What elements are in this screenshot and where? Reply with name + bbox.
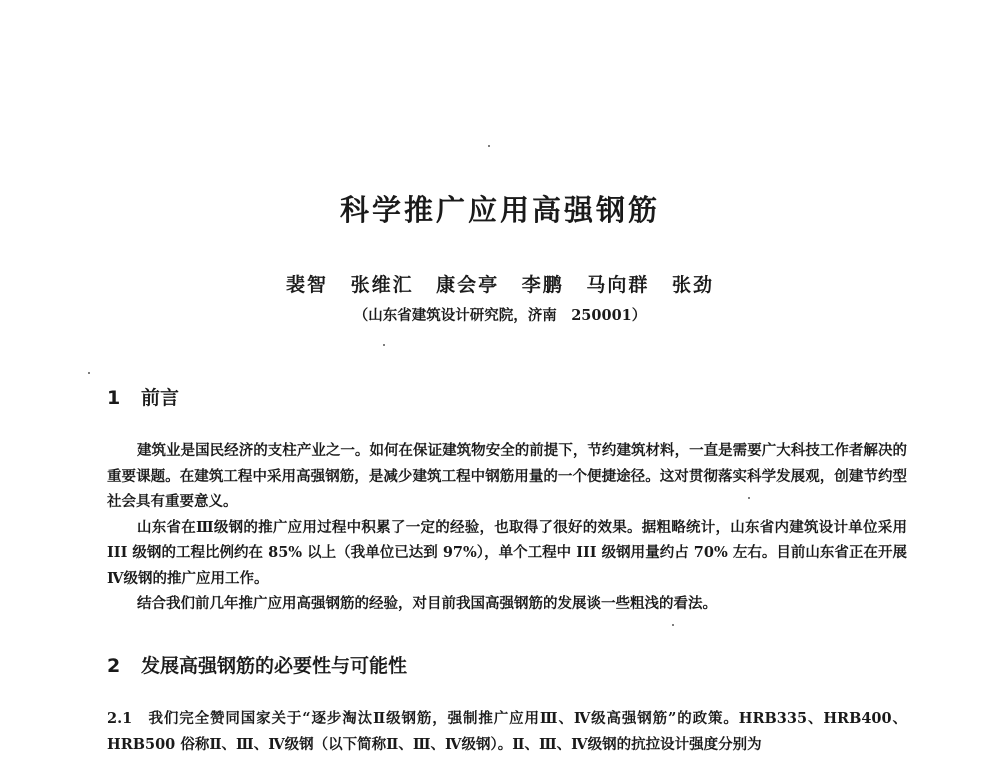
- scan-speck: [488, 145, 490, 147]
- section-heading-intro: [107, 383, 179, 410]
- section-title: 发展高强钢筋的必要性与可能性: [141, 655, 408, 677]
- section-heading-necessity: [107, 651, 407, 678]
- section-title: 前言: [141, 387, 180, 409]
- scan-speck: [383, 344, 385, 346]
- section-body-intro: [107, 438, 907, 617]
- scan-speck: [88, 372, 90, 374]
- paragraph: 结合我们前几年推广应用高强钢筋的经验，对目前我国高强钢筋的发展谈一些粗浅的看法。: [137, 595, 717, 612]
- section-number: 1: [107, 387, 121, 409]
- paragraph: 2.1 我们完全赞同国家关于“逐步淘汰Ⅱ级钢筋，强制推广应用Ⅲ、Ⅳ级高强钢筋”的政策。HRB335、HRB400、HRB500 俗称Ⅱ、Ⅲ、Ⅳ级钢（以下简称Ⅱ、Ⅲ、Ⅳ级钢）。Ⅱ、Ⅲ、Ⅳ级钢的抗拉设计强度分别为: [107, 710, 907, 753]
- section-body-necessity: [107, 706, 907, 757]
- paragraph: 山东省在Ⅲ级钢的推广应用过程中积累了一定的经验，也取得了很好的效果。据粗略统计，山东省内建筑设计单位采用 III 级钢的工程比例约在 85% 以上（我单位已达到 97%），单个工程中 III 级钢用量约占 70% 左右。目前山东省正在开展Ⅳ级钢的推广应用工作。: [107, 518, 907, 587]
- scan-speck: [672, 624, 674, 626]
- scan-speck: [748, 497, 750, 499]
- paper-title: 科学推广应用高强钢筋: [339, 193, 660, 227]
- paragraph: 建筑业是国民经济的支柱产业之一。如何在保证建筑物安全的前提下，节约建筑材料，一直是需要广大科技工作者解决的重要课题。在建筑工程中采用高强钢筋，是减少建筑工程中钢筋用量的一个便捷途径。这对贯彻落实科学发展观，创建节约型社会具有重要意义。: [107, 442, 907, 510]
- author-list: 裴智 张维汇 康会亭 李鹏 马向群 张劲: [285, 274, 715, 296]
- author-affiliation: （山东省建筑设计研究院，济南 250001）: [353, 307, 647, 324]
- section-number: 2: [107, 655, 121, 677]
